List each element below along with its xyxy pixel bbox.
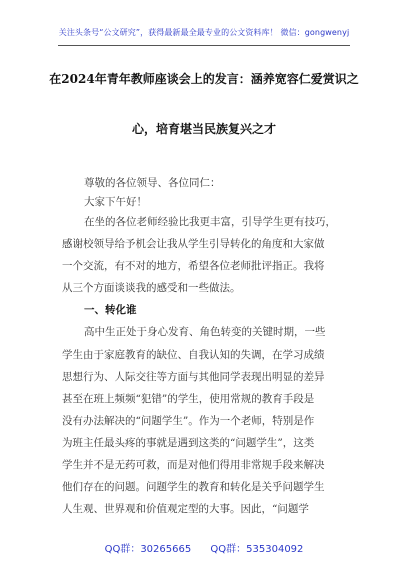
paragraph-line: 学生由于家庭教育的缺位、自我认知的失调，在学习成绩 bbox=[62, 349, 325, 361]
document-title-line-2: 心，培育堪当民族复兴之才 bbox=[131, 122, 276, 136]
greeting: 大家下午好！ bbox=[84, 196, 147, 208]
salutation: 尊敬的各位领导、各位同仁： bbox=[84, 177, 221, 189]
paragraph-line: 一个交流，有不对的地方，希望各位老师批评指正。我将 bbox=[62, 260, 325, 272]
paragraph-line: 没有办法解决的“问题学生”。作为一个老师，特别是作 bbox=[62, 415, 315, 427]
paragraph-line: 为班主任最头疼的事就是遇到这类的“问题学生”，这类 bbox=[62, 437, 315, 449]
header-banner: 关注头条号“公文研究”，获得最新最全最专业的公文资料库！ 微信：gongwenyj bbox=[58, 28, 350, 37]
paragraph-line: 在坐的各位老师经验比我更丰富，引导学生更有技巧， bbox=[84, 216, 336, 228]
header-divider bbox=[58, 45, 350, 46]
footer bbox=[0, 540, 408, 555]
paragraph-line: 人生观、世界观和价值观定型的大事。因此，“问题学 bbox=[62, 503, 309, 515]
paragraph-line: 从三个方面谈谈我的感受和一些做法。 bbox=[62, 282, 241, 294]
paragraph-line: 感谢校领导给予机会让我从学生引导转化的角度和大家做 bbox=[62, 238, 325, 250]
document-title-line-1: 在2024年青年教师座谈会上的发言：涵养宽容仁爱赏识之 bbox=[49, 72, 359, 86]
footer-qq-group-2: QQ群：535304092 bbox=[210, 544, 304, 555]
paragraph-line: 思想行为、人际交往等方面与其他同学表现出明显的差异 bbox=[62, 371, 325, 383]
paragraph-line: 学生并不是无药可救，而是对他们得用非常规手段来解决 bbox=[62, 459, 325, 471]
footer-qq-group-1: QQ群：30265665 bbox=[104, 544, 192, 555]
paragraph-line: 甚至在班上频频“犯错”的学生，使用常规的教育手段是 bbox=[62, 393, 315, 405]
paragraph-line: 高中生正处于身心发育、角色转变的关键时期，一些 bbox=[84, 326, 326, 338]
section-heading: 一、转化谁 bbox=[84, 304, 137, 316]
paragraph-line: 他们存在的问题。问题学生的教育和转化是关乎问题学生 bbox=[62, 481, 325, 493]
